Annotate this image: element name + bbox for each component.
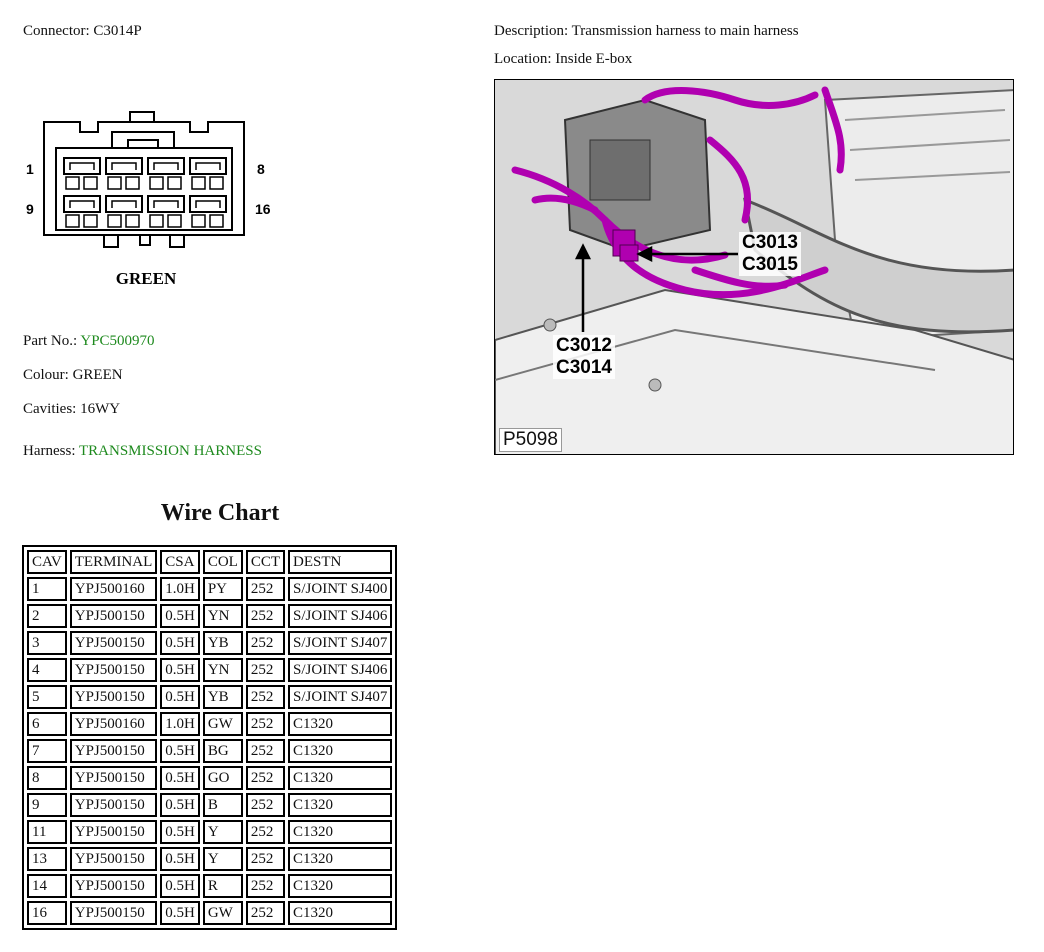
table-row bbox=[27, 901, 392, 925]
table-cell-csa: 0.5H bbox=[160, 901, 200, 925]
table-cell-cav: 1 bbox=[27, 577, 67, 601]
table-cell-csa: 0.5H bbox=[160, 793, 200, 817]
pin-label-bottom-right: 16 bbox=[255, 201, 271, 217]
callout-c3014: C3014 bbox=[553, 357, 615, 379]
column-header-cav: CAV bbox=[27, 550, 67, 574]
table-cell-terminal: YPJ500150 bbox=[70, 631, 158, 655]
column-header-destn: DESTN bbox=[288, 550, 392, 574]
table-cell-csa: 0.5H bbox=[160, 766, 200, 790]
table-cell-cav: 13 bbox=[27, 847, 67, 871]
table-cell-csa: 0.5H bbox=[160, 739, 200, 763]
table-cell-col: BG bbox=[203, 739, 243, 763]
pin-label-top-right: 8 bbox=[257, 161, 265, 177]
table-cell-destn: C1320 bbox=[288, 712, 392, 736]
table-cell-cav: 14 bbox=[27, 874, 67, 898]
description-value: Transmission harness to main harness bbox=[571, 23, 799, 39]
colour-label: Colour: bbox=[23, 367, 69, 383]
table-cell-terminal: YPJ500150 bbox=[70, 793, 158, 817]
table-cell-terminal: YPJ500150 bbox=[70, 739, 158, 763]
table-cell-csa: 1.0H bbox=[160, 712, 200, 736]
table-cell-cct: 252 bbox=[246, 820, 285, 844]
table-row bbox=[27, 577, 392, 601]
table-cell-cct: 252 bbox=[246, 658, 285, 682]
table-cell-cct: 252 bbox=[246, 793, 285, 817]
table-cell-terminal: YPJ500150 bbox=[70, 604, 158, 628]
table-cell-cct: 252 bbox=[246, 766, 285, 790]
table-cell-cav: 2 bbox=[27, 604, 67, 628]
table-cell-cav: 9 bbox=[27, 793, 67, 817]
cavities-label: Cavities: bbox=[23, 401, 77, 417]
table-cell-col: GW bbox=[203, 712, 243, 736]
connector-field bbox=[23, 23, 142, 40]
table-cell-destn: C1320 bbox=[288, 739, 392, 763]
table-row bbox=[27, 604, 392, 628]
table-cell-cct: 252 bbox=[246, 901, 285, 925]
table-cell-cav: 16 bbox=[27, 901, 67, 925]
table-row bbox=[27, 685, 392, 709]
table-cell-cct: 252 bbox=[246, 604, 285, 628]
table-header-row bbox=[27, 550, 392, 574]
harness-field bbox=[23, 443, 262, 460]
table-cell-cct: 252 bbox=[246, 631, 285, 655]
table-cell-col: B bbox=[203, 793, 243, 817]
table-cell-col: GW bbox=[203, 901, 243, 925]
table-cell-terminal: YPJ500160 bbox=[70, 577, 158, 601]
table-row bbox=[27, 820, 392, 844]
colour-value: GREEN bbox=[72, 367, 123, 383]
description-field bbox=[494, 23, 799, 40]
part-no-label: Part No.: bbox=[23, 333, 78, 349]
table-cell-destn: C1320 bbox=[288, 847, 392, 871]
connector-label: Connector: bbox=[23, 23, 90, 39]
connector-face-diagram bbox=[20, 110, 280, 290]
table-cell-destn: S/JOINT SJ406 bbox=[288, 604, 392, 628]
table-body bbox=[27, 577, 392, 925]
table-cell-destn: C1320 bbox=[288, 874, 392, 898]
location-photo bbox=[494, 79, 1014, 455]
table-row bbox=[27, 739, 392, 763]
table-cell-cct: 252 bbox=[246, 712, 285, 736]
table-cell-cav: 11 bbox=[27, 820, 67, 844]
wire-chart-table bbox=[22, 545, 397, 930]
table-cell-col: YB bbox=[203, 631, 243, 655]
table-cell-cct: 252 bbox=[246, 577, 285, 601]
pin-label-bottom-left: 9 bbox=[26, 201, 34, 217]
table-cell-destn: C1320 bbox=[288, 901, 392, 925]
table-cell-cav: 8 bbox=[27, 766, 67, 790]
cavities-field bbox=[23, 401, 120, 418]
cavities-value: 16WY bbox=[80, 401, 121, 417]
table-cell-csa: 0.5H bbox=[160, 658, 200, 682]
part-no-field bbox=[23, 333, 155, 350]
part-no-value[interactable]: YPC500970 bbox=[80, 333, 155, 349]
table-cell-csa: 0.5H bbox=[160, 847, 200, 871]
table-row bbox=[27, 658, 392, 682]
connector-value: C3014P bbox=[93, 23, 142, 39]
callout-c3013: C3013 bbox=[739, 232, 801, 254]
table-cell-terminal: YPJ500150 bbox=[70, 874, 158, 898]
table-cell-destn: S/JOINT SJ407 bbox=[288, 631, 392, 655]
table-cell-csa: 0.5H bbox=[160, 874, 200, 898]
column-header-terminal: TERMINAL bbox=[70, 550, 158, 574]
table-cell-csa: 1.0H bbox=[160, 577, 200, 601]
location-value: Inside E-box bbox=[555, 51, 633, 67]
table-cell-csa: 0.5H bbox=[160, 631, 200, 655]
table-cell-cav: 6 bbox=[27, 712, 67, 736]
table-cell-cav: 5 bbox=[27, 685, 67, 709]
table-cell-col: R bbox=[203, 874, 243, 898]
table-cell-csa: 0.5H bbox=[160, 820, 200, 844]
table-cell-csa: 0.5H bbox=[160, 685, 200, 709]
table-cell-col: YB bbox=[203, 685, 243, 709]
table-row bbox=[27, 793, 392, 817]
table-cell-destn: S/JOINT SJ400 bbox=[288, 577, 392, 601]
column-header-col: COL bbox=[203, 550, 243, 574]
table-cell-col: PY bbox=[203, 577, 243, 601]
table-cell-terminal: YPJ500160 bbox=[70, 712, 158, 736]
table-cell-terminal: YPJ500150 bbox=[70, 685, 158, 709]
table-cell-terminal: YPJ500150 bbox=[70, 766, 158, 790]
table-row bbox=[27, 874, 392, 898]
wire-chart-title: Wire Chart bbox=[160, 500, 280, 526]
table-cell-cct: 252 bbox=[246, 874, 285, 898]
table-cell-cav: 4 bbox=[27, 658, 67, 682]
pin-label-top-left: 1 bbox=[26, 161, 34, 177]
table-cell-cct: 252 bbox=[246, 685, 285, 709]
table-cell-destn: S/JOINT SJ407 bbox=[288, 685, 392, 709]
harness-label: Harness: bbox=[23, 443, 76, 459]
table-cell-csa: 0.5H bbox=[160, 604, 200, 628]
table-row bbox=[27, 631, 392, 655]
table-cell-cct: 252 bbox=[246, 847, 285, 871]
description-label: Description: bbox=[494, 23, 569, 39]
column-header-csa: CSA bbox=[160, 550, 200, 574]
table-cell-cav: 7 bbox=[27, 739, 67, 763]
table-cell-cct: 252 bbox=[246, 739, 285, 763]
table-cell-col: Y bbox=[203, 847, 243, 871]
callout-c3012: C3012 bbox=[553, 335, 615, 357]
location-field bbox=[494, 51, 632, 68]
table-cell-destn: S/JOINT SJ406 bbox=[288, 658, 392, 682]
table-cell-destn: C1320 bbox=[288, 820, 392, 844]
column-header-cct: CCT bbox=[246, 550, 285, 574]
table-row bbox=[27, 847, 392, 871]
table-cell-col: YN bbox=[203, 658, 243, 682]
table-cell-destn: C1320 bbox=[288, 793, 392, 817]
table-cell-terminal: YPJ500150 bbox=[70, 820, 158, 844]
connector-color-label: GREEN bbox=[115, 269, 177, 288]
table-cell-col: GO bbox=[203, 766, 243, 790]
table-cell-col: YN bbox=[203, 604, 243, 628]
colour-field bbox=[23, 367, 123, 384]
callout-c3015: C3015 bbox=[739, 254, 801, 276]
table-cell-destn: C1320 bbox=[288, 766, 392, 790]
harness-value[interactable]: TRANSMISSION HARNESS bbox=[78, 443, 262, 459]
table-row bbox=[27, 766, 392, 790]
table-cell-col: Y bbox=[203, 820, 243, 844]
location-label: Location: bbox=[494, 51, 552, 67]
table-cell-terminal: YPJ500150 bbox=[70, 847, 158, 871]
table-cell-terminal: YPJ500150 bbox=[70, 901, 158, 925]
table-row bbox=[27, 712, 392, 736]
table-cell-cav: 3 bbox=[27, 631, 67, 655]
photo-id: P5098 bbox=[499, 428, 562, 452]
table-cell-terminal: YPJ500150 bbox=[70, 658, 158, 682]
